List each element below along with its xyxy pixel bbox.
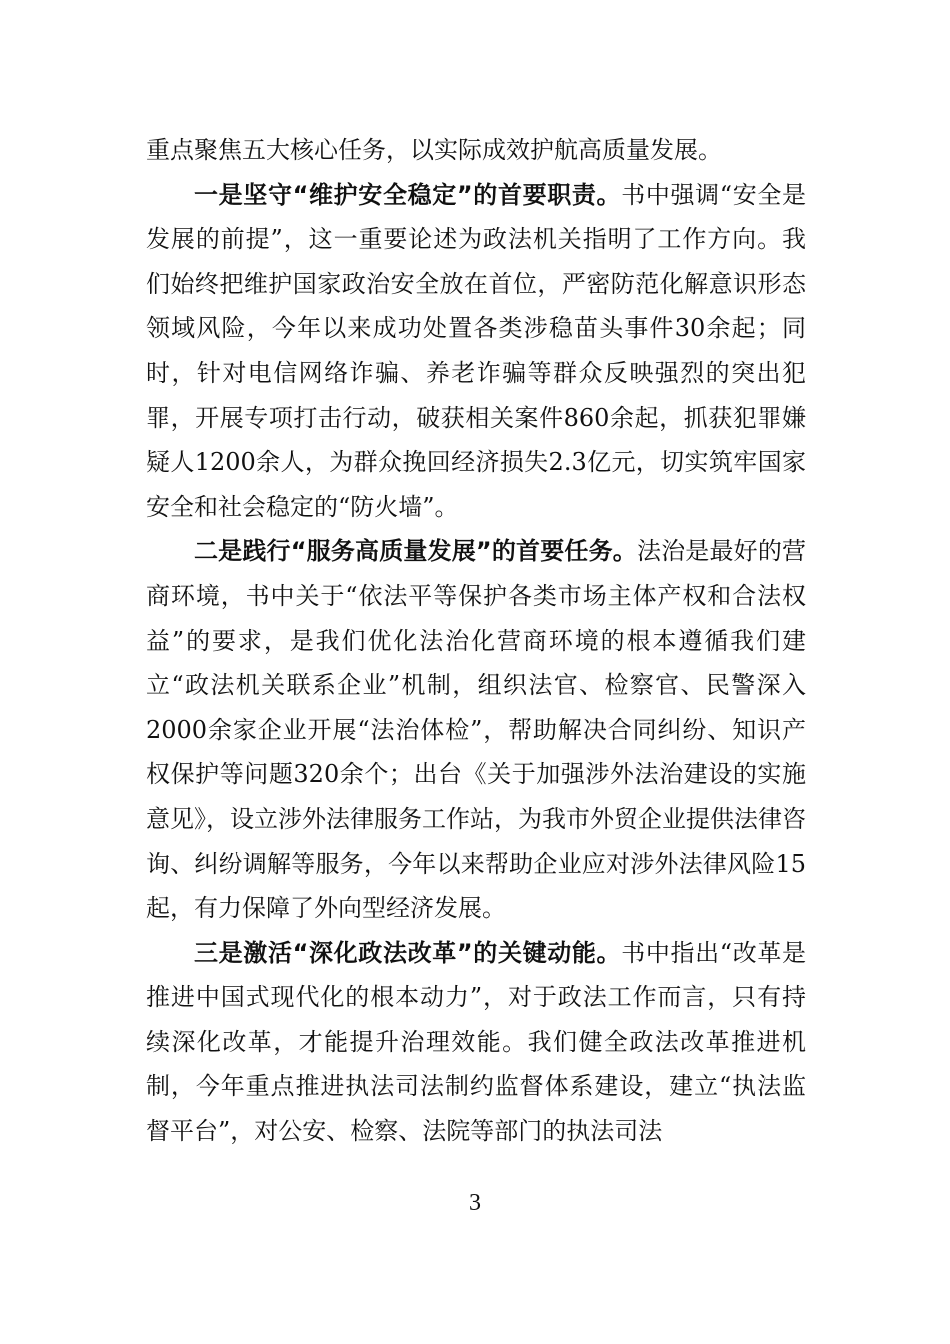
paragraph-reform xyxy=(146,931,806,1154)
paragraph-security-lead: 一是坚守“维护安全稳定”的首要职责。 xyxy=(194,180,622,209)
paragraph-reform-text: 书中指出“改革是推进中国式现代化的根本动力”，对于政法工作而言，只有持续深化改革，才能提升治理效能。我们健全政法改革推进机制，今年重点推进执法司法制约监督体系建设，建立“执法监督平台”，对公安、检察、法院等部门的执法司法 xyxy=(146,938,807,1146)
paragraph-security xyxy=(146,173,806,530)
document-body xyxy=(146,128,806,1154)
page-number: 3 xyxy=(469,1190,481,1216)
paragraph-development-text: 法治是最好的营商环境，书中关于“依法平等保护各类市场主体产权和合法权益”的要求，是我们优化法治化营商环境的根本遵循我们建立“政法机关联系企业”机制，组织法官、检察官、民警深入2000余家企业开展“法治体检”，帮助解决合同纠纷、知识产权保护等问题320余个；出台《关于加强涉外法治建设的实施意见》，设立涉外法律服务工作站，为我市外贸企业提供法律咨询、纠纷调解等服务，今年以来帮助企业应对涉外法律风险15起，有力保障了外向型经济发展。 xyxy=(146,537,807,923)
paragraph-intro-text: 重点聚焦五大核心任务，以实际成效护航高质量发展。 xyxy=(146,136,722,164)
paragraph-development xyxy=(146,529,806,930)
paragraph-intro xyxy=(146,128,806,173)
paragraph-reform-lead: 三是激活“深化政法改革”的关键动能。 xyxy=(194,938,622,967)
paragraph-security-text: 书中强调“安全是发展的前提”，这一重要论述为政法机关指明了工作方向。我们始终把维护国家政治安全放在首位，严密防范化解意识形态领域风险，今年以来成功处置各类涉稳苗头事件30余起；同时，针对电信网络诈骗、养老诈骗等群众反映强烈的突出犯罪，开展专项打击行动，破获相关案件860余起，抓获犯罪嫌疑人1200余人，为群众挽回经济损失2.3亿元，切实筑牢国家安全和社会稳定的“防火墙”。 xyxy=(146,180,807,521)
paragraph-development-lead: 二是践行“服务高质量发展”的首要任务。 xyxy=(194,537,637,566)
